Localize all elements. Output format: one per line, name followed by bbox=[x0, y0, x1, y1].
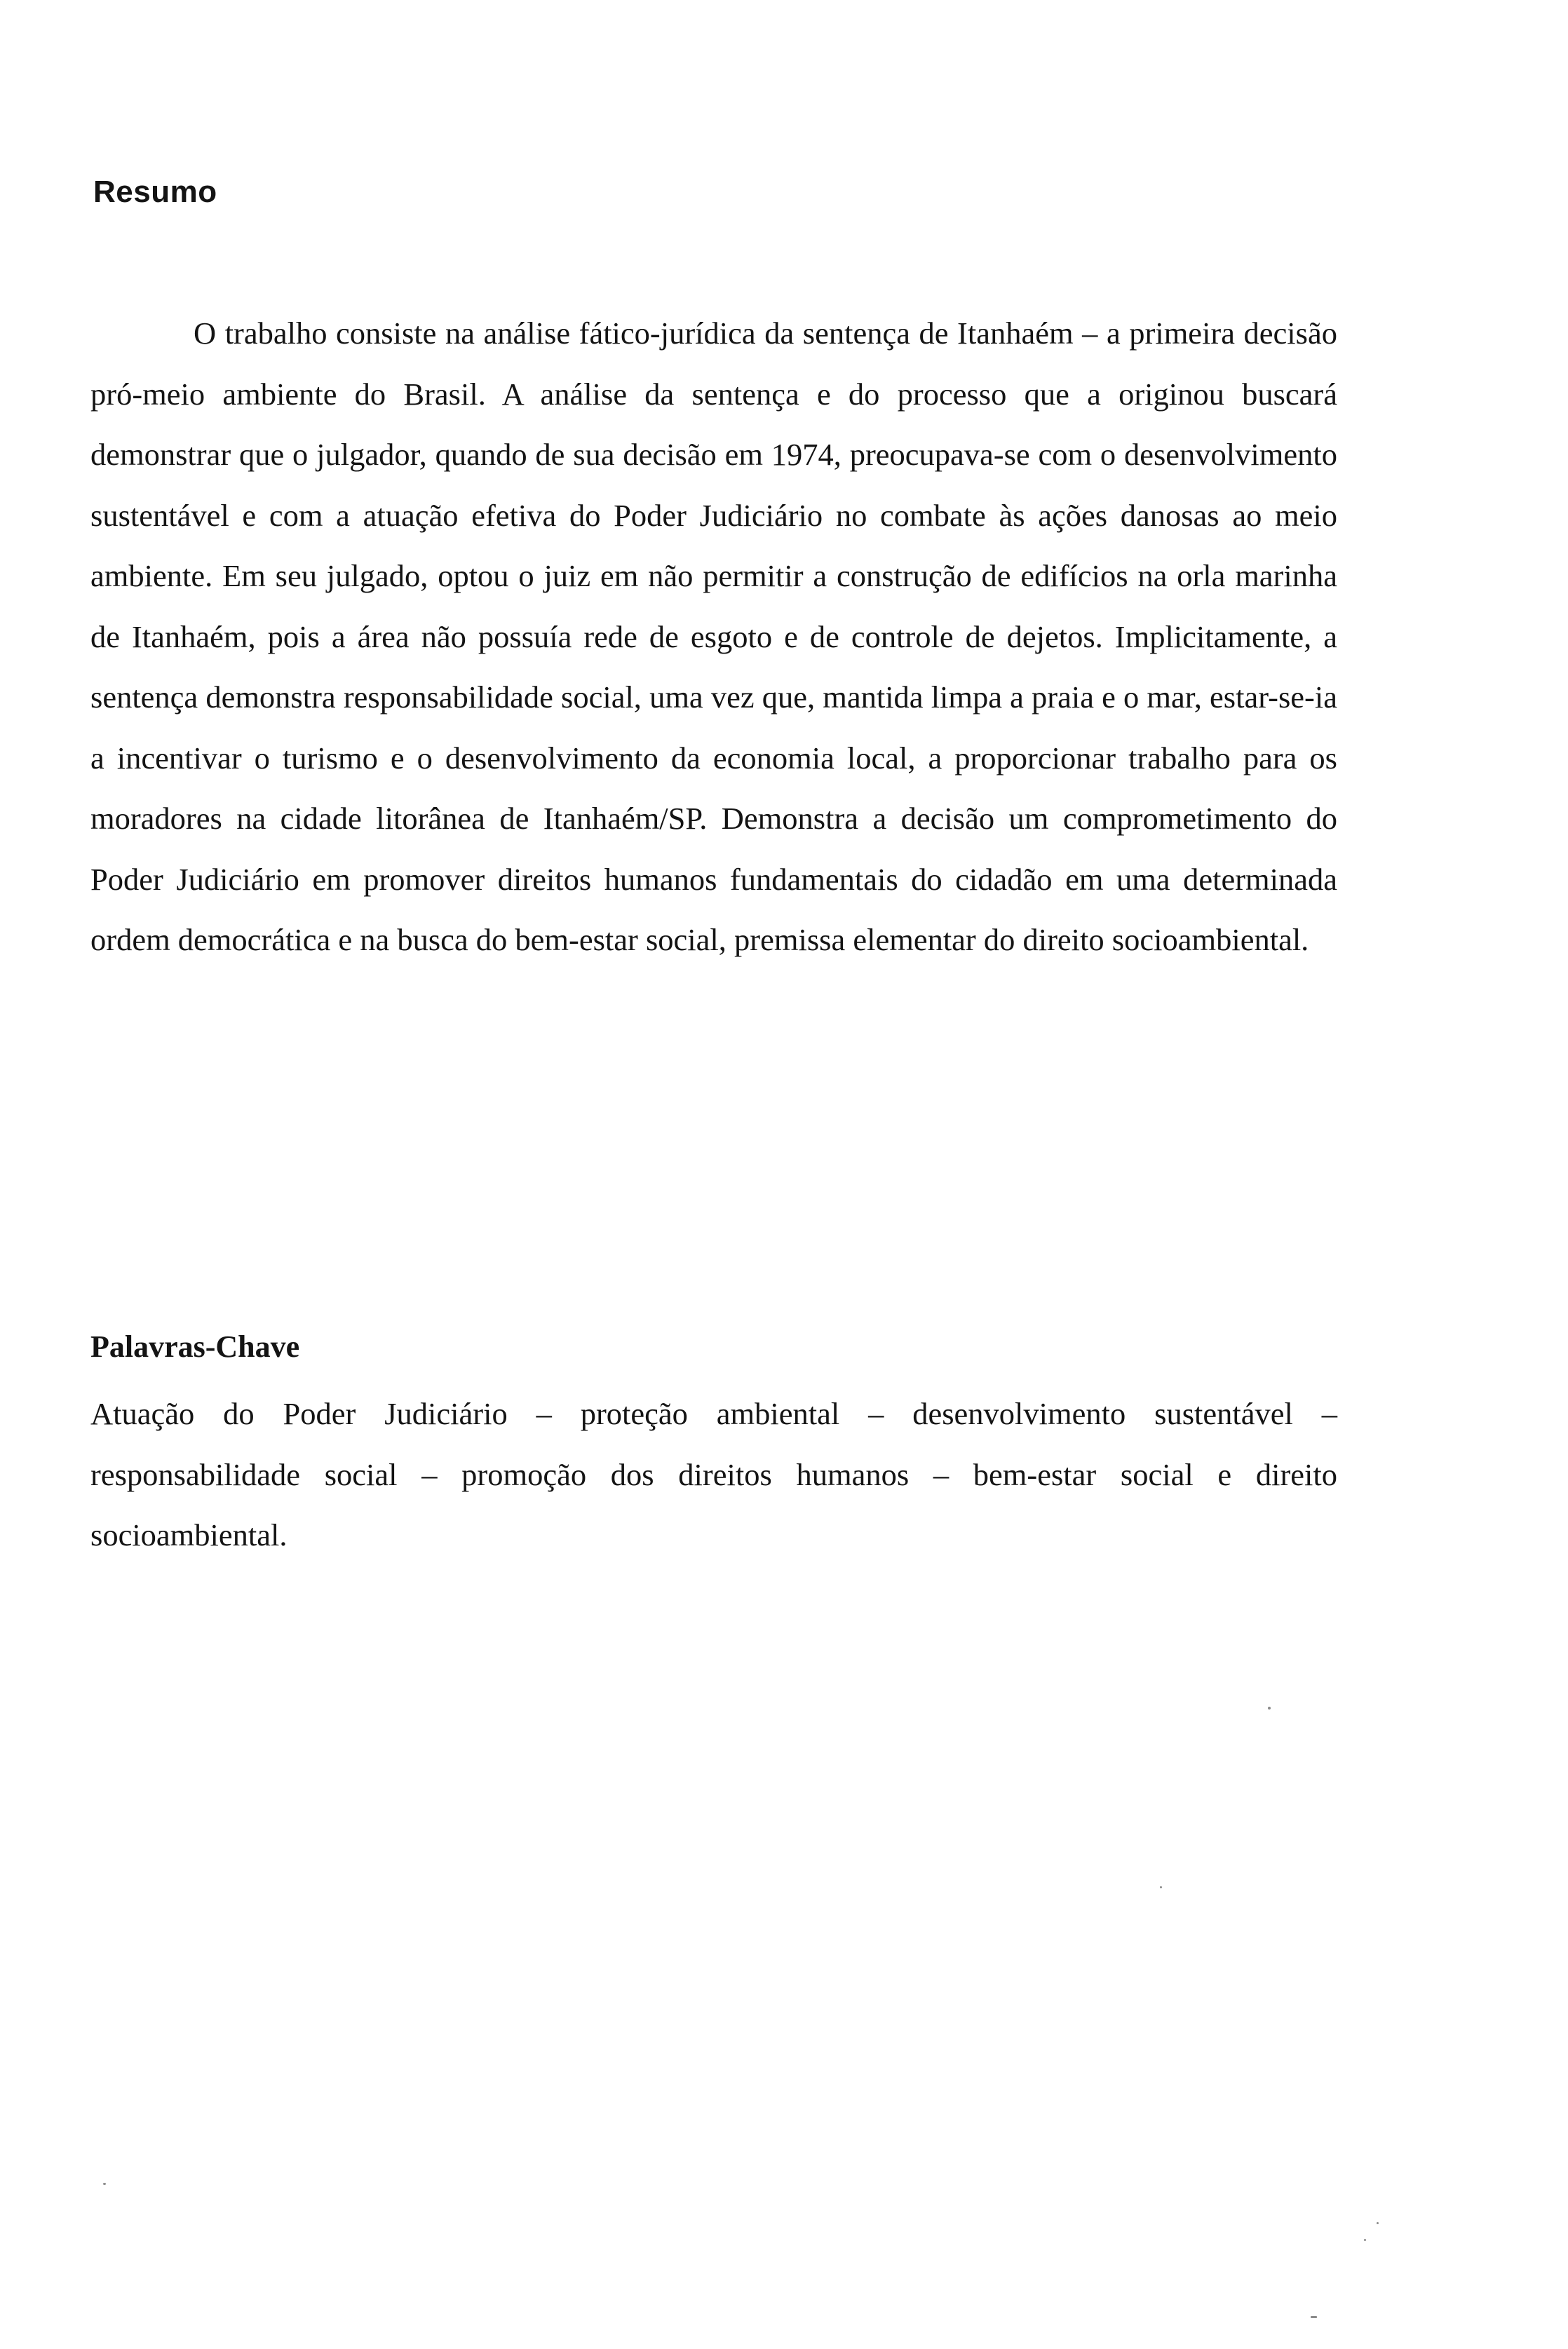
scan-speck bbox=[1377, 2222, 1379, 2224]
scan-speck bbox=[1160, 1886, 1162, 1888]
abstract-heading: Resumo bbox=[93, 175, 217, 209]
scan-speck bbox=[103, 2183, 106, 2185]
abstract-body: O trabalho consiste na análise fático-jurídica da sentença de Itanhaém – a primeira decisão pró-meio ambiente do Brasil. A análise da sentença e do processo que a originou buscará demonstrar que o julgador, quando de sua decisão em 1974, preocupava-se com o desenvolvimento sustentável e com a atuação efetiva do Poder Judiciário no combate às ações danosas ao meio ambiente. Em seu julgado, optou o juiz em não permitir a construção de edifícios na orla marinha de Itanhaém, pois a área não possuía rede de esgoto e de controle de dejetos. Implicitamente, a sentença demonstra responsabilidade social, uma vez que, mantida limpa a praia e o mar, estar-se-ia a incentivar o turismo e o desenvolvimento da economia local, a proporcionar trabalho para os moradores na cidade litorânea de Itanhaém/SP. Demonstra a decisão um comprometimento do Poder Judiciário em promover direitos humanos fundamentais do cidadão em uma determinada ordem democrática e na busca do bem-estar social, premissa elementar do direito socioambiental. bbox=[90, 316, 1337, 957]
scan-speck bbox=[1364, 2239, 1366, 2241]
scan-speck bbox=[1311, 2316, 1317, 2318]
keywords-heading: Palavras-Chave bbox=[90, 1329, 300, 1364]
scan-speck bbox=[1268, 1707, 1271, 1710]
keywords-body: Atuação do Poder Judiciário – proteção ambiental – desenvolvimento sustentável – responsabilidade social – promoção dos direitos humanos – bem-estar social e direito socioambiental. bbox=[90, 1396, 1337, 1552]
